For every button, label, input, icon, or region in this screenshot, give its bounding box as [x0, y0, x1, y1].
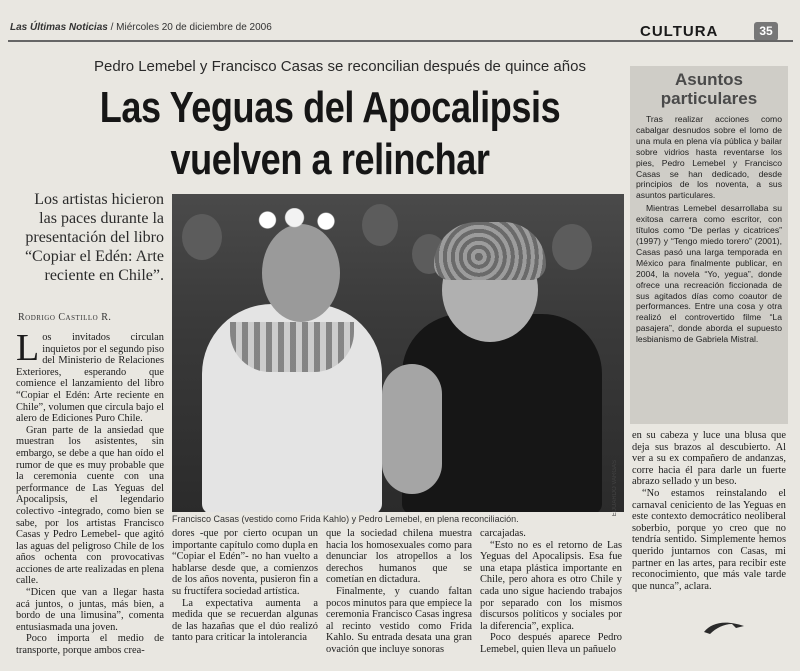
masthead: Las Últimas Noticias / Miércoles 20 de diciembre de 2006: [10, 22, 272, 33]
article-column-1: [16, 327, 165, 657]
sidebar-text: [636, 114, 782, 347]
article-paragraph: Poco importa el medio de transporte, porque ambos crea-: [16, 633, 164, 657]
article-column-5: [632, 430, 786, 592]
sidebar-paragraph: Tras realizar acciones como cabalgar desnudos sobre el lomo de una mula en plena vía pública y bailar sobre vidrios hasta reventarse los pies, Pedro Lemebel y Francisco Casas se han dedicado, desde principios de los noventa, a sus asuntos particulares.: [636, 114, 782, 201]
sidebar-paragraph: Mientras Lemebel desarrollaba su exitosa carrera como escritor, con títulos como “De perlas y cicatrices” (1997) y “Tengo miedo torero” (2001), Casas pasó una larga temporada en México para finalmente publicar, en 2004, la novela “Yo, yegua”, donde ofrece una recreación ficcionada de sus agitados días como coautor de performances. Entre una cosa y otra realizó el controvertido filme “La pasajera”, donde aborda el supuesto lesbianismo de Gabriela Mistral.: [636, 203, 782, 345]
header-rule: [8, 40, 793, 42]
left-person-head: [262, 224, 340, 322]
byline: Rodrigo Castillo R.: [18, 312, 112, 323]
page-number: 35: [754, 22, 778, 41]
photo-caption: Francisco Casas (vestido como Frida Kahlo) y Pedro Lemebel, en plena reconciliación.: [172, 514, 519, 524]
issue-date: Miércoles 20 de diciembre de 2006: [116, 22, 272, 33]
sidebar-title: [630, 70, 788, 108]
blouse-embroidery: [230, 322, 354, 372]
kicker: Pedro Lemebel y Francisco Casas se reconcilian después de quince años: [94, 58, 586, 75]
article-paragraph: carcajadas.: [480, 528, 526, 539]
sidebar-title-line-1: Asuntos: [675, 70, 743, 89]
article-photo: [172, 194, 624, 512]
crowd-figure: [552, 224, 592, 270]
article-paragraph: La expectativa aumenta a medida que se recuerdan algunas de las hazañas que el dúo realizó tanto para criticar la intolerancia: [172, 597, 318, 644]
article-paragraph: Finalmente, y cuando faltan pocos minutos para que empiece la ceremonia Francisco Casas ingresa al recinto vestido como Frida Kahlo. Su entrada desata una gran ovación que incluye sonoras: [326, 585, 472, 655]
head-scarf: [434, 222, 546, 280]
article-paragraph: dores -que por cierto ocupan un importante capítulo como dupla en “Copiar el Edén”- no han vuelto a hablarse desde que, a comienzos de los años noventa, pusieron fin a su fructífera sociedad artística.: [172, 528, 318, 597]
horse-logo-icon: [702, 618, 746, 636]
headline-line-1: Las Yeguas del Apocalipsis: [99, 83, 561, 132]
article-paragraph: que la sociedad chilena muestra hacia los homosexuales como para denunciar los atropellos a los derechos humanos que se cometían en dictadura.: [326, 528, 472, 586]
article-column-3: [326, 528, 472, 656]
article-column-4: [480, 528, 622, 656]
crowd-figure: [182, 214, 222, 260]
crowd-figure: [362, 204, 398, 246]
photo-credit: EDUARDO VARGAS: [612, 460, 618, 517]
article-paragraph: “Dicen que van a llegar hasta acá juntos, o juntas, más bien, a bordo de una limusina”, comenta entusiasmada una joven.: [16, 587, 164, 633]
article-paragraph: “Esto no es el retorno de Las Yeguas del Apocalipsis. Esa fue una etapa plástica importante en Chile, pero ahora es otro Chile y cada uno sigue haciendo trabajos por separado con los mismos discursos políticos y sociales por la diferencia”, explica.: [480, 539, 622, 632]
drop-cap: L: [16, 327, 40, 369]
flower-crown: [254, 208, 344, 232]
article-paragraph: “No estamos reinstalando el carnaval ceniciento de las Yeguas en este contexto democrático neoliberal soberbio, porque yo creo que no tendría sentido. Simplemente hemos querido juntarnos con Casas, mi partner en las artes, para recibir este reconocimiento, que más vale tarde que nunca”, aclara.: [632, 487, 786, 592]
article-paragraph: Poco después aparece Pedro Lemebel, quien lleva un pañuelo: [480, 632, 622, 655]
section-label: CULTURA: [640, 23, 719, 40]
article-column-2: [172, 528, 318, 644]
headline-line-2: vuelven a relinchar: [170, 135, 490, 184]
deck: Los artistas hicieron las paces durante la presentación del libro “Copiar el Edén: Arte reciente en Chile”.: [24, 191, 164, 284]
article-paragraph: Los invitados circulan inquietos por el segundo piso del Ministerio de Relaciones Exteriores, esperando que comience el lanzamiento del libro “Copiar el Edén: Arte reciente en Chile”, volumen que circula bajo el alero de Ediciones Puro Chile.: [16, 327, 165, 425]
right-person-arm: [382, 364, 442, 494]
newspaper-name: Las Últimas Noticias: [10, 22, 108, 33]
article-paragraph: en su cabeza y luce una blusa que deja sus brazos al descubierto. Al ver a su ex compañero de andanzas, corre hacia él para darle un fuerte abrazo sellado y un beso.: [632, 430, 786, 488]
article-paragraph: Gran parte de la ansiedad que muestran los asistentes, sin embargo, se debe a que han oído el rumor de que es muy probable que la ceremonia cuente con una performance de Las Yeguas del Apocalipsis, el legendario colectivo -integrado, como bien se sabe, por los artistas Francisco Casas y Pedro Lemebel- que agitó las aguas del peligroso Chile de los años ochenta con provocativas acciones de arte realizadas en plena calle.: [16, 424, 164, 587]
headline: [92, 82, 568, 186]
sidebar-title-line-2: particulares: [660, 89, 758, 108]
